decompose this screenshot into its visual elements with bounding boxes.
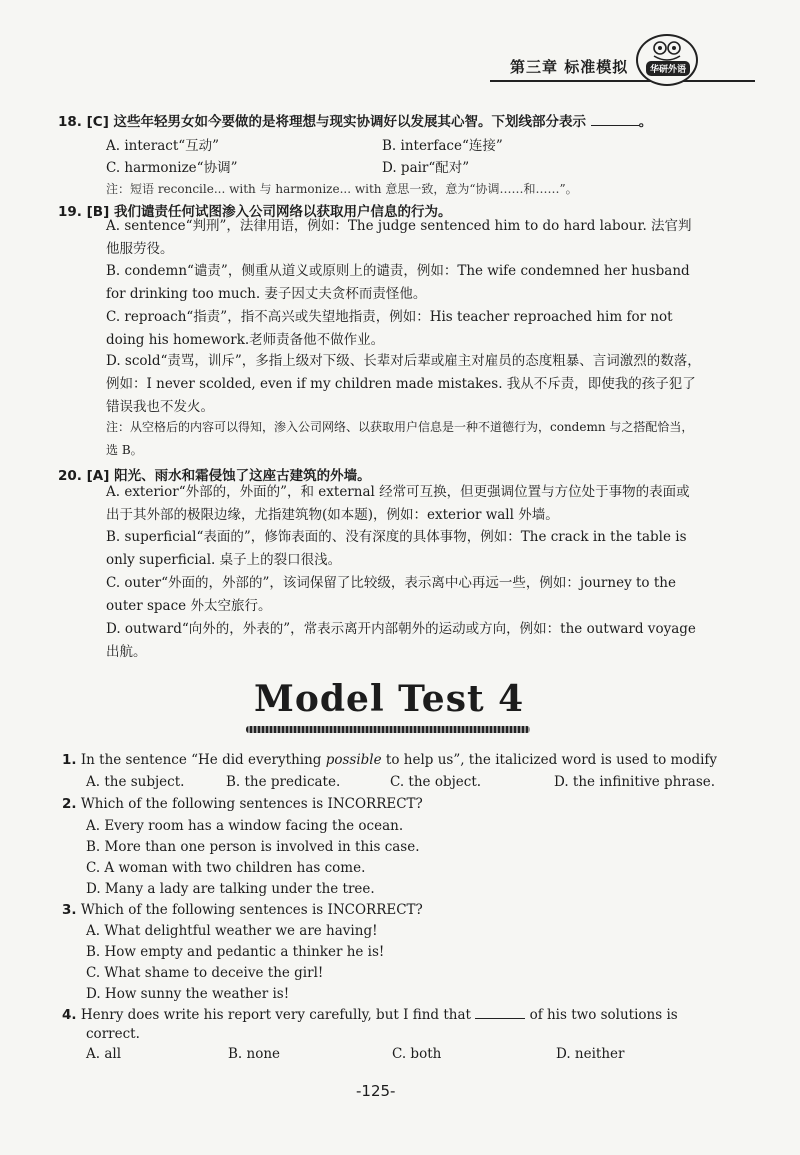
question-4-number: 4. <box>62 1007 77 1023</box>
answer-19-stem: 19. [B] 我们谴责任何试图渗入公司网络以获取用户信息的行为。 <box>58 204 452 220</box>
question-2-number: 2. <box>62 796 77 812</box>
answer-20-option-b: B. superficial“表面的”，修饰表面的、没有深度的具体事物，例如：The crack in the table is only superficial. 桌子上的裂口很浅。 <box>106 529 687 568</box>
answer-18-option-a: A. interact“互动” <box>106 138 220 154</box>
logo-text: 华研外语 <box>646 61 690 76</box>
model-test-heading <box>246 678 536 742</box>
question-4-stem-post: of his two solutions is <box>529 1007 678 1023</box>
question-1-italic-word: possible <box>325 752 382 768</box>
question-2-stem: Which of the following sentences is INCORRECT? <box>80 796 423 812</box>
question-4 <box>62 1006 678 1023</box>
answer-18-option-d: D. pair“配对” <box>382 160 470 176</box>
question-4-option-c: C. both <box>392 1046 442 1062</box>
question-1-number: 1. <box>62 752 77 768</box>
model-test-rule <box>246 726 530 733</box>
question-4-option-d: D. neither <box>556 1046 625 1062</box>
question-2-option-a: A. Every room has a window facing the ocean. <box>86 818 404 834</box>
question-2-option-d: D. Many a lady are talking under the tree. <box>86 881 375 897</box>
answer-20-stem: 20. [A] 阳光、雨水和霜侵蚀了这座古建筑的外墙。 <box>58 468 371 484</box>
question-2-option-c: C. A woman with two children has come. <box>86 860 366 876</box>
answer-20-option-c: C. outer“外面的，外部的”，该词保留了比较级，表示离中心再远一些，例如：journey to the outer space 外太空旅行。 <box>106 575 676 614</box>
answer-18-end: 。 <box>638 114 653 130</box>
question-4-stem-line2: correct. <box>86 1026 140 1042</box>
question-1-stem-pre: In the sentence “He did everything <box>80 752 326 768</box>
question-1-stem-post: to help us”, the italicized word is used to modify <box>381 752 718 768</box>
answer-19-option-c: C. reproach“指责”，指不高兴或失望地指责，例如：His teacher reproached him for not doing his homework.老师责备他不做作业。 <box>106 309 673 348</box>
answer-19-note: 注：从空格后的内容可以得知，渗入公司网络、以获取用户信息是一种不道德行为，condemn 与之搭配恰当，选 B。 <box>106 420 694 457</box>
header-rule <box>490 80 755 82</box>
question-1-option-d: D. the infinitive phrase. <box>554 774 716 790</box>
publisher-logo <box>636 34 698 86</box>
question-1-option-a: A. the subject. <box>86 774 185 790</box>
answer-19-option-d: D. scold“责骂，训斥”，多指上级对下级、长辈对后辈或雇主对雇员的态度粗暴、言词激烈的数落，例如：I never scolded, even if my children made mistakes. 我从不斥责，即使我的孩子犯了错误我也不发火。 <box>106 353 701 415</box>
answer-18-note: 注：短语 reconcile... with 与 harmonize... with 意思一致，意为“协调……和……”。 <box>106 182 578 196</box>
question-1 <box>62 752 717 768</box>
question-1-option-c: C. the object. <box>390 774 482 790</box>
question-3-option-a: A. What delightful weather we are having! <box>86 923 378 939</box>
question-3-stem: Which of the following sentences is INCORRECT? <box>80 902 423 918</box>
model-test-title: Model Test 4 <box>254 678 525 720</box>
question-3-option-c: C. What shame to deceive the girl! <box>86 965 324 981</box>
question-3-number: 3. <box>62 902 77 918</box>
question-4-option-b: B. none <box>228 1046 281 1062</box>
chapter-title: 第三章 标准模拟 <box>510 58 629 76</box>
page-header <box>490 34 755 94</box>
answer-18-option-b: B. interface“连接” <box>382 138 503 154</box>
frog-icon <box>638 36 696 64</box>
question-2-option-b: B. More than one person is involved in this case. <box>86 839 420 855</box>
question-3-option-b: B. How empty and pedantic a thinker he is! <box>86 944 385 960</box>
question-4-stem-pre: Henry does write his report very carefully, but I find that <box>80 1007 471 1023</box>
question-4-blank <box>475 1006 525 1019</box>
question-4-option-a: A. all <box>86 1046 122 1062</box>
answer-19-option-a: A. sentence“判刑”，法律用语，例如：The judge sentenced him to do hard labour. 法官判他服劳役。 <box>106 218 692 257</box>
answer-18-option-c: C. harmonize“协调” <box>106 160 238 176</box>
answer-18-stem <box>58 110 652 130</box>
page-number: -125- <box>356 1082 396 1100</box>
answer-20-option-d: D. outward“向外的，外表的”，常表示离开内部朝外的运动或方向，例如：the outward voyage 出航。 <box>106 621 696 660</box>
answer-19-option-b: B. condemn“谴责”，侧重从道义或原则上的谴责，例如：The wife condemned her husband for drinking too much. 妻子因丈夫贪杯而责怪他。 <box>106 263 690 302</box>
question-2 <box>62 796 423 812</box>
question-3 <box>62 902 423 918</box>
answer-20-option-a: A. exterior“外部的，外面的”，和 external 经常可互换，但更强调位置与方位处于事物的表面或出于其外部的极限边缘，尤指建筑物(如本题)，例如：exterior wall 外墙。 <box>106 484 690 523</box>
answer-18-text: 18. [C] 这些年轻男女如今要做的是将理想与现实协调好以发展其心智。下划线部分表示 <box>58 114 587 130</box>
question-3-option-d: D. How sunny the weather is! <box>86 986 290 1002</box>
question-1-option-b: B. the predicate. <box>226 774 341 790</box>
answer-blank <box>591 113 639 126</box>
